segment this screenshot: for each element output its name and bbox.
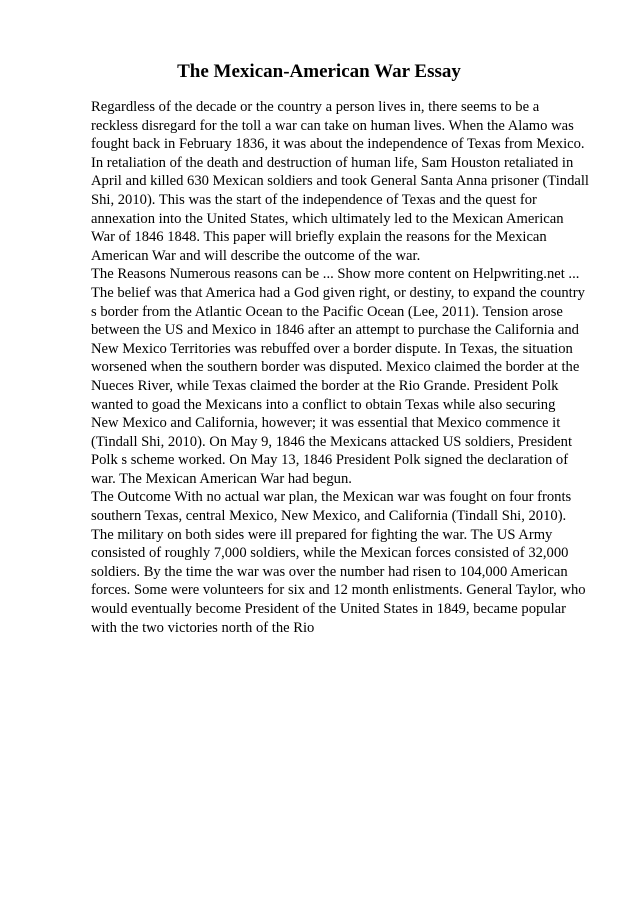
body-line: worsened when the southern border was disputed. Mexico claimed the border at the — [91, 359, 580, 376]
body-line: war. The Mexican American War had begun. — [91, 470, 352, 487]
document-title: The Mexican-American War Essay — [177, 61, 461, 82]
body-line: reckless disregard for the toll a war can take on human lives. When the Alamo was — [91, 117, 574, 134]
body-line: (Tindall Shi, 2010). On May 9, 1846 the Mexicans attacked US soldiers, President — [91, 433, 573, 450]
body-line: New Mexico Territories was rebuffed over a border dispute. In Texas, the situation — [91, 340, 573, 357]
body-line: would eventually become President of the United States in 1849, became popular — [91, 601, 566, 618]
body-line: soldiers. By the time the war was over the number had risen to 104,000 American — [91, 563, 568, 580]
body-line: In retaliation of the death and destruction of human life, Sam Houston retaliated in — [91, 154, 574, 171]
body-line: American War and will describe the outcome of the war. — [91, 247, 421, 264]
body-line: The belief was that America had a God given right, or destiny, to expand the country — [91, 284, 585, 301]
body-line: southern Texas, central Mexico, New Mexico, and California (Tindall Shi, 2010). — [91, 508, 567, 525]
body-line: Shi, 2010). This was the start of the independence of Texas and the quest for — [91, 191, 537, 208]
body-line: April and killed 630 Mexican soldiers and took General Santa Anna prisoner (Tindall — [91, 173, 589, 190]
body-line: s border from the Atlantic Ocean to the Pacific Ocean (Lee, 2011). Tension arose — [91, 303, 563, 320]
body-line: Polk s scheme worked. On May 13, 1846 President Polk signed the declaration of — [91, 452, 569, 469]
body-line: Regardless of the decade or the country a person lives in, there seems to be a — [91, 99, 540, 115]
body-line: consisted of roughly 7,000 soldiers, while the Mexican forces consisted of 32,000 — [91, 545, 569, 562]
body-line: The military on both sides were ill prepared for fighting the war. The US Army — [91, 526, 553, 543]
document-body — [91, 98, 591, 637]
body-line: New Mexico and California, however; it was essential that Mexico commence it — [91, 415, 561, 432]
body-line: The Outcome With no actual war plan, the Mexican war was fought on four fronts — [91, 489, 572, 506]
body-line: between the US and Mexico in 1846 after an attempt to purchase the California and — [91, 322, 579, 339]
body-line: The Reasons Numerous reasons can be ... Show more content on Helpwriting.net ... — [91, 266, 580, 283]
body-line: with the two victories north of the Rio — [91, 619, 315, 636]
body-line: War of 1846 1848. This paper will briefly explain the reasons for the Mexican — [91, 229, 547, 246]
body-line: forces. Some were volunteers for six and 12 month enlistments. General Taylor, who — [91, 582, 586, 599]
body-line: fought back in February 1836, it was about the independence of Texas from Mexico. — [91, 136, 585, 153]
body-line: Nueces River, while Texas claimed the border at the Rio Grande. President Polk — [91, 377, 559, 394]
body-line: wanted to goad the Mexicans into a conflict to obtain Texas while also securing — [91, 396, 556, 413]
body-line: annexation into the United States, which ultimately led to the Mexican American — [91, 210, 564, 227]
